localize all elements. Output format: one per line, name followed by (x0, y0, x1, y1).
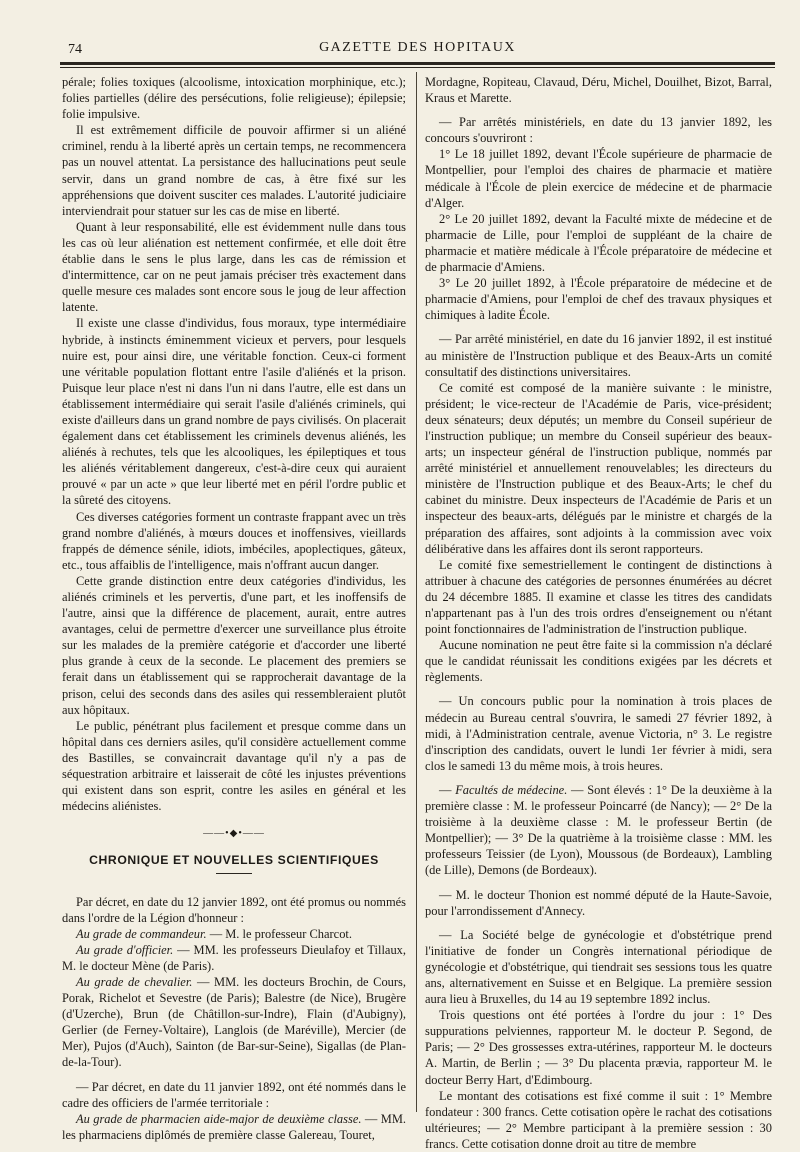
paragraph: — La Société belge de gynécologie et d'obstétrique prend l'initiative de fonder un Congrès international périodique de gynécologie et d'obstétrique, qui tiendrait ses sessions tous les quatre ans, alternativement en Suisse et en Belgique. La première session aura lieu à Bruxelles, du 14 au 19 septembre 1892 inclus. (425, 927, 772, 1007)
facultes-text: — Sont élevés : 1° De la deuxième à la première classe : M. le professeur Poincarré (de Nancy); — 2° De la troisième à la deuxième classe : M. le professeur Bertin (de Montpellier); — 3° De la quatrième à la troisième classe : MM. les professeurs Teissier (de Lyon), Moussous (de Bordeaux), Lambling (de Lille), Demons (de Bordeaux). (425, 782, 773, 878)
facultes-label: Facultés de médecine. (455, 782, 568, 797)
section-ornament: ——•◆•—— (203, 828, 265, 840)
paragraph: Il existe une classe d'individus, fous moraux, type intermédiaire hybride, à instincts éminemment vicieux et pervers, pour lesquels nuire est, pour ainsi dire, une véritable fonction. Ceux-ci forment une véritable population flottant entre l'asile d'aliénés et la prison. Puisque leur place n'est ni dans l'un ni dans l'autre, elle est dans un établissement intermédiaire qui serait l'asile d'aliénés criminels, qui existe d'ailleurs dans un grand nombre de pays civilisés. On placerait également dans cet établissement les criminels devenus aliénés, les aliénés à rechutes, tels que les alcooliques, les épileptiques et tous les aliénés véritablement dangereux, c'est-à-dire ceux qui auraient prouvé « par un acte » que leur liberté met en péril l'ordre public et la sûreté des citoyens. (62, 316, 406, 508)
grade-label: Au grade d'officier. (76, 942, 174, 957)
page-header (60, 38, 775, 60)
paragraph: Quant à leur responsabilité, elle est évidemment nulle dans tous les cas où leur aliénation est nettement confirmée, et elle doit être établie dans le sens le plus large, dans les cas de rémission et d'intermittence, car on ne peut jamais préciser très exactement dans quelle mesure ces malades sont encore sous le joug de leur affection latente. (62, 219, 406, 315)
paragraph: — Par arrêté ministériel, en date du 16 janvier 1892, il est institué au ministère de l'Instruction publique et des Beaux-Arts un comité consultatif des distinctions universitaires. (425, 332, 772, 379)
paragraph: Cette grande distinction entre deux catégories d'individus, les aliénés criminels et les pervertis, d'une part, et les inoffensifs de l'autre, ainsi que la différence de placement, aurait, entre autres avantages, celui de permettre d'exercer une surveillance plus étroite sur les malades de la première catégorie et d'accorder une liberté plus grande à ceux de la seconde. Le placement des premiers se ferait dans un établissement qui se rapprocherait davantage de la prison, celui des seconds dans des asiles qui ressembleraient plutôt aux hôpitaux. (62, 573, 406, 717)
honor-entry (62, 926, 406, 942)
paragraph: pérale; folies toxiques (alcoolisme, intoxication morphinique, etc.); folies partielles (délire des persécutions, folie religieuse); épilepsie; folie impulsive. (62, 75, 406, 122)
header-rule-thick (60, 62, 775, 65)
paragraph: Le public, pénétrant plus facilement et presque comme dans un hôpital dans ces derniers asiles, qu'il considère actuellement comme des Bastilles, se convaincrait davantage qu'il n'y a pas de séquestration arbitraire et laisserait de côté les injustes préventions qui existent dans son esprit, contre les asiles en général et les médecins aliénistes. (62, 718, 406, 814)
paragraph: Ces diverses catégories forment un contraste frappant avec un très grand nombre d'aliénés, à mœurs douces et inoffensives, vieillards frappés de démence sénile, idiots, imbéciles, apoplectiques, gâteux, etc., tous affaiblis de l'intelligence, mais n'offrant aucun danger. (62, 509, 406, 572)
paragraph: 2° Le 20 juillet 1892, devant la Faculté mixte de médecine et de pharmacie de Lille, pour l'emploi de suppléant de la chaire de pharmacie et matière médicale à l'École préparatoire de médecine et de pharmacie d'Amiens. (425, 211, 772, 275)
paragraph: — Par arrêtés ministériels, en date du 13 janvier 1892, les concours s'ouvriront : (425, 115, 772, 146)
section-title: CHRONIQUE ET NOUVELLES SCIENTIFIQUES (89, 853, 379, 868)
paragraph: — Par décret, en date du 11 janvier 1892, ont été nommés dans le cadre des officiers de l'armée territoriale : (62, 1079, 406, 1110)
paragraph: 1° Le 18 juillet 1892, devant l'École supérieure de pharmacie de Montpellier, pour l'emploi des chaires de pharmacie et matière médicale à l'École de plein exercice de médecine et de pharmacie d'Alger. (425, 147, 772, 210)
honor-entry (62, 974, 406, 1071)
grade-label: Au grade de pharmacien aide-major de deuxième classe. (76, 1111, 362, 1126)
right-column (425, 74, 773, 1151)
left-column (62, 74, 406, 1142)
honor-entry (62, 1111, 406, 1143)
page-number: 74 (68, 42, 82, 57)
honor-entry (62, 942, 406, 974)
journal-title: GAZETTE DES HOPITAUX (319, 40, 516, 55)
paragraph: Le montant des cotisations est fixé comme il suit : 1° Membre fondateur : 300 francs. Cette cotisation opère le rachat des cotisations ultérieures; — 2° Membre participant à la première session : 30 francs. Cette cotisation donne droit au titre de membre (425, 1088, 772, 1151)
paragraph: — M. le docteur Thonion est nommé député de la Haute-Savoie, pour l'arrondissement d'Annecy. (425, 887, 772, 918)
paragraph: Le comité fixe semestriellement le contingent de distinctions à attribuer à chacune des catégories de personnes énumérées au décret du 24 décembre 1885. Il examine et classe les titres des candidats n'appartenant pas à l'un des trois ordres d'enseignement ou n'étant point fonctionnaires de l'administration de l'instruction publique. (425, 557, 772, 637)
paragraph: Ce comité est composé de la manière suivante : le ministre, président; le vice-recteur de l'Académie de Paris, vice-président; deux sénateurs; deux députés; un membre du Conseil supérieur de l'instruction publique; un membre du Conseil supérieur des beaux-arts; un inspecteur général de l'instruction publique, nommés par arrêté ministériel et annuellement renouvelables; les directeurs du ministère de l'Instruction publique et des Beaux-Arts; le chef du cabinet du ministre. Deux inspecteurs de l'Académie de Paris et un inspecteur des beaux-arts, délégués par le ministre et chargés de la préparation des affaires, sont adjoints à la commission avec voix délibérative dans les affaires dont ils seront rapporteurs. (425, 380, 772, 556)
facultes-entry: — Facultés de médecine. — Sont élevés : 1° De la deuxième à la première classe : M. le professeur Poincarré (de Nancy); — 2° De la troisième à la deuxième classe : M. le professeur Bertin (de Montpellier); — 3° De la quatrième à la troisième classe : MM. les professeurs Teissier (de Lyon), Moussous (de Bordeaux), Lambling (de Lille), Demons (de Bordeaux). (425, 782, 773, 878)
paragraph: Par décret, en date du 12 janvier 1892, ont été promus ou nommés dans l'ordre de la Légion d'honneur : (62, 894, 406, 925)
paragraph: Il est extrêmement difficile de pouvoir affirmer si un aliéné criminel, rendu à la liberté après un certain temps, ne recommencera pas un nouvel attentat. La persistance des hallucinations peut seule servir, dans un grand nombre de cas, à être fixé sur les appréhensions que doivent susciter ces malades. L'autorité judiciaire interviendrait pour statuer sur les cas de mise en liberté. (62, 123, 406, 218)
section-rule (216, 873, 252, 874)
paragraph: — Un concours public pour la nomination à trois places de médecin au Bureau central s'ouvrira, le samedi 27 février 1892, à midi, à l'Administration centrale, avenue Victoria, n° 3. Le registre d'inscription des candidats, ouvert le lundi 1er février à midi, sera clos le samedi 13 du même mois, à trois heures. (425, 694, 772, 773)
grade-text: — M. le professeur Charcot. (206, 926, 352, 941)
column-divider (416, 72, 417, 1112)
grade-label: Au grade de commandeur. (76, 926, 207, 941)
paragraph: Aucune nomination ne peut être faite si la commission n'a déclaré que le candidat réunissait les conditions exigées par les décrets et règlements. (425, 638, 772, 685)
grade-text: — MM. les pharmaciens diplômés de première classe Galereau, Touret, (62, 1111, 406, 1142)
paragraph: Trois questions ont été portées à l'ordre du jour : 1° Des suppurations pelviennes, rapporteur M. le docteur P. Segond, de Paris; — 2° Des grossesses extra-utérines, rapporteur M. le docteurs A. Martin, de Berlin ; — 3° Du placenta prævia, rapporteur M. le docteur Berry Hart, d'Edimbourg. (425, 1008, 772, 1087)
paragraph: Mordagne, Ropiteau, Clavaud, Déru, Michel, Douilhet, Bizot, Barral, Kraus et Marette. (425, 75, 772, 106)
grade-text: — MM. les professeurs Dieulafoy et Tillaux, M. le docteur Mène (de Paris). (62, 942, 406, 973)
grade-label: Au grade de chevalier. (76, 974, 193, 989)
grade-text: — MM. les docteurs Brochin, de Cours, Porak, Richelot et Sevestre (de Paris); Balestre (de Nice), Brugère (d'Uzerche), Brun (de Châtillon-sur-Indre), Flain (d'Aubigny), Gerlier (de Ferney-Voltaire), Langlois (de Maréville), Mercier (de Mer), Pujos (d'Auch), Sainton (de Bar-sur-Seine), Sigallas (de Plan-de-la-Tour). (62, 974, 406, 1070)
header-rule-thin (60, 67, 775, 68)
paragraph: 3° Le 20 juillet 1892, à l'École préparatoire de médecine et de pharmacie d'Amiens, pour l'emploi de chef des travaux physiques et chimiques à ladite École. (425, 276, 772, 323)
